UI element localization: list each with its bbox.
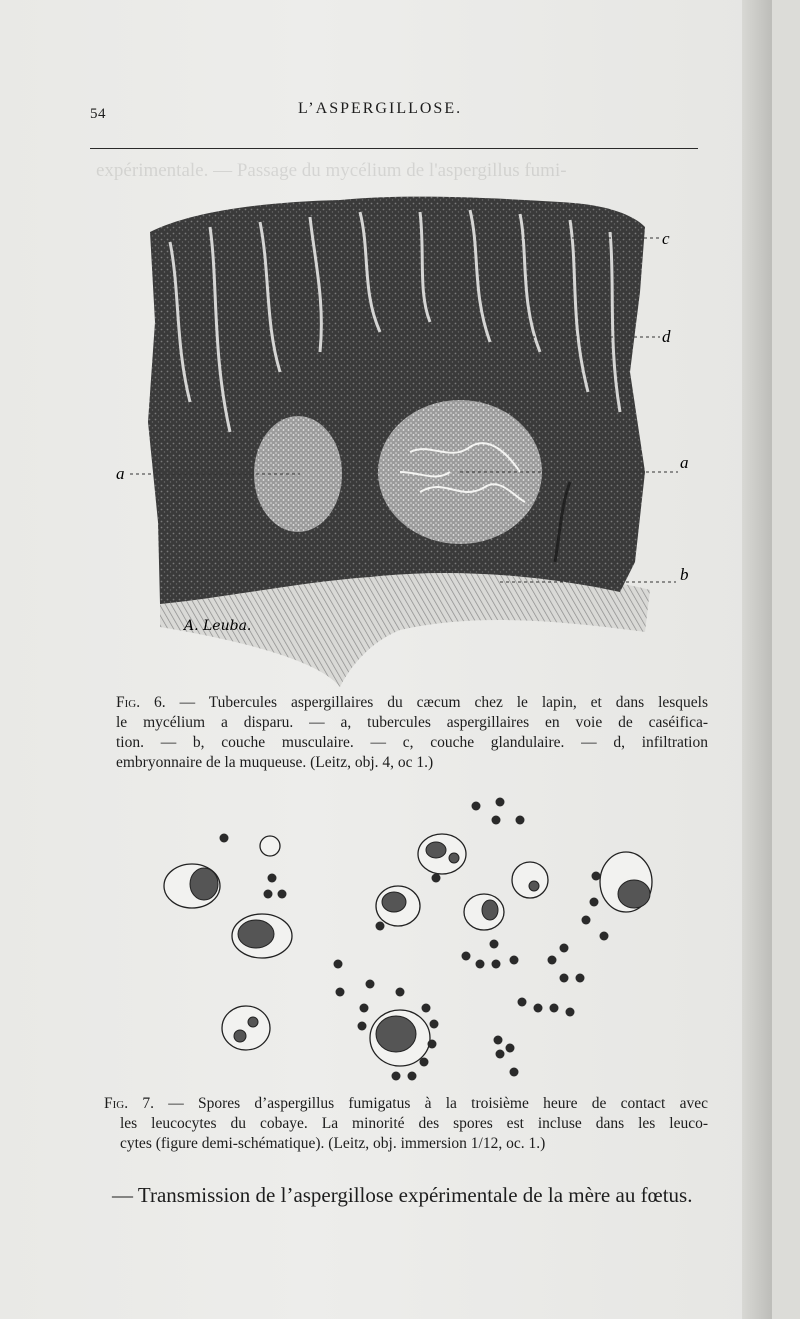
caption-line: embryonnaire de la muqueuse. (Leitz, obj. 4, oc 1.) [116, 754, 434, 771]
label-d: d [662, 327, 671, 346]
label-b: b [680, 565, 689, 584]
label-c: c [662, 229, 670, 248]
caption-text: — Tubercules aspergillaires du cæcum chez le lapin, et dans lesquels [165, 694, 709, 711]
caption-line: le mycélium a disparu. — a, tubercules aspergillaires en voie de caséifica- [116, 714, 708, 731]
caption-line: les leucocytes du cobaye. La minorité des spores est incluse dans les leuco- [120, 1115, 708, 1132]
caption-text: — Spores d’aspergillus fumigatus à la troisième heure de contact avec [153, 1095, 708, 1112]
page-edge [742, 0, 772, 1319]
caption-line: tion. — b, couche musculaire. — c, couche glandulaire. — d, infiltration [116, 734, 708, 751]
label-a-left: a [116, 464, 125, 483]
section-heading: — Transmission de l’aspergillose expérimentale de la mère au fœtus. [112, 1183, 693, 1207]
figure-6-illustration [100, 172, 710, 692]
figure-7-caption [104, 1094, 708, 1154]
running-title: L’ASPERGILLOSE. [298, 100, 463, 117]
figure-6-caption [116, 693, 708, 773]
caption-line [104, 1094, 708, 1114]
figure-7-illustration [150, 790, 670, 1090]
header-rule [90, 148, 698, 149]
figure-label: Fig. 7. [104, 1095, 154, 1112]
caption-line [116, 693, 708, 713]
figure-label: Fig. 6. [116, 694, 166, 711]
caption-line: cytes (figure demi-schématique). (Leitz, obj. immersion 1/12, oc. 1.) [120, 1135, 546, 1152]
show-through-text: expérimentale. — Passage du mycélium de l'aspergillus fumi- [96, 160, 567, 181]
artist-signature: A. Leuba. [184, 618, 252, 634]
label-a-right: a [680, 453, 689, 472]
page-number: 54 [90, 106, 106, 122]
